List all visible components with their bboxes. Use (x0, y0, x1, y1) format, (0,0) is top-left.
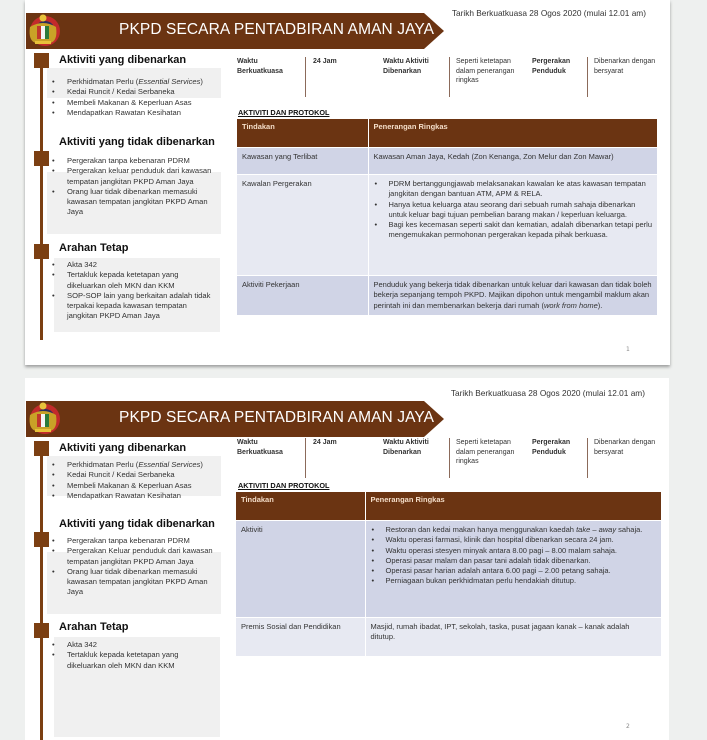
timeline-line (40, 60, 43, 340)
list-item: • Pergerakan tanpa kebenaran PDRM (49, 156, 219, 166)
list-item: • Membeli Makanan & Keperluan Asas (49, 98, 225, 108)
list-item: • Perkhidmatan Perlu (Essential Services) (49, 77, 225, 87)
not-allowed-title: Aktiviti yang tidak dibenarkan (59, 518, 215, 530)
table-header (237, 119, 658, 148)
title-banner (26, 13, 444, 49)
divider (587, 57, 588, 97)
header-action: Tindakan (236, 492, 365, 521)
table-row (236, 618, 662, 657)
list-item: • Kedai Runcit / Kedai Serbaneka (49, 470, 225, 480)
not-allowed-list (49, 536, 219, 598)
effective-date: Tarikh Berkuatkuasa 28 Ogos 2020 (mulai 12.01 am) (451, 8, 646, 18)
list-item: • Akta 342 (49, 640, 217, 650)
standing-orders-title: Arahan Tetap (59, 242, 129, 254)
protocol-title: AKTIVITI DAN PROTOKOL (238, 108, 330, 117)
allowed-list (49, 77, 225, 118)
standing-orders-list (49, 640, 217, 671)
list-item: • Orang luar tidak dibenarkan memasuki kawasan tempatan jangkitan PKPD Aman Jaya (49, 187, 219, 218)
movement-label: Pergerakan Penduduk (532, 439, 571, 456)
row-action: Aktiviti Pekerjaan (237, 276, 368, 315)
list-item: • Mendapatkan Rawatan Kesihatan (49, 491, 225, 501)
info-row (235, 57, 655, 107)
divider (587, 438, 588, 478)
effective-time-label: Waktu Berkuatkuasa (237, 58, 283, 75)
list-item: • Waktu operasi stesyen minyak antara 8.00 pagi – 8.00 malam sahaja. (371, 546, 657, 556)
list-item: • Mendapatkan Rawatan Kesihatan (49, 108, 225, 118)
list-item: • Pergerakan Keluar penduduk dari kawasan tempatan jangkitan PKPD Aman Jaya (49, 546, 219, 567)
row-action: Aktiviti (236, 521, 365, 618)
list-item: • PDRM bertanggungjawab melaksanakan kawalan ke atas kawasan tempatan jangkitan dengan bantuan ATM, APM & RELA. (374, 179, 653, 200)
timeline-marker (34, 244, 49, 259)
page-number: 2 (626, 723, 630, 730)
divider (305, 438, 306, 478)
row-action: Kawasan yang Terlibat (237, 148, 368, 175)
list-item: • SOP-SOP lain yang berkaitan adalah tidak terpakai kepada kawasan tempatan jangkitan PKPD Aman Jaya (49, 291, 217, 322)
title-banner (26, 401, 444, 437)
activity-time-label: Waktu Aktiviti Dibenarkan (383, 439, 429, 456)
list-item: • Pergerakan tanpa kebenaran PDRM (49, 536, 219, 546)
row-description: Masjid, rumah ibadat, IPT, sekolah, taska, pusat jagaan kanak – kanak adalah ditutup. (365, 618, 662, 657)
divider (449, 57, 450, 97)
list-item: • Restoran dan kedai makan hanya menggunakan kaedah take – away sahaja. (371, 525, 657, 535)
timeline-marker (34, 151, 49, 166)
table-header (236, 492, 662, 521)
timeline-line (40, 448, 43, 740)
list-item: • Kedai Runcit / Kedai Serbaneka (49, 87, 225, 97)
activity-time-value: Seperti ketetapan dalam penerangan ringkas (456, 58, 515, 84)
coat-of-arms-icon (26, 401, 60, 433)
allowed-title: Aktiviti yang dibenarkan (59, 54, 187, 66)
not-allowed-list (49, 156, 219, 218)
not-allowed-title: Aktiviti yang tidak dibenarkan (59, 136, 215, 148)
row-action: Premis Sosial dan Pendidikan (236, 618, 365, 657)
document-page-2 (25, 378, 669, 740)
standing-orders-list (49, 260, 217, 322)
list-item: • Akta 342 (49, 260, 217, 270)
standing-orders-title: Arahan Tetap (59, 621, 129, 633)
table-row (237, 175, 658, 276)
table-row (237, 276, 658, 315)
page-number: 1 (626, 346, 630, 353)
activity-time-value: Seperti ketetapan dalam penerangan ringkas (456, 439, 515, 465)
list-item: • Tertakluk kepada ketetapan yang dikeluarkan oleh MKN dan KKM (49, 270, 217, 291)
movement-label: Pergerakan Penduduk (532, 58, 571, 75)
timeline-marker (34, 623, 49, 638)
movement-value: Dibenarkan dengan bersyarat (594, 58, 656, 75)
timeline-marker (34, 441, 49, 456)
row-action: Kawalan Pergerakan (237, 175, 368, 276)
effective-date: Tarikh Berkuatkuasa 28 Ogos 2020 (mulai 12.01 am) (450, 388, 645, 398)
list-item: • Hanya ketua keluarga atau seorang dari sebuah rumah sahaja dibenarkan untuk keluar bagi tujuan pembelian barang makan / keperluan keluarga. (374, 200, 653, 221)
protocol-table (236, 492, 662, 656)
list-item: • Pergerakan keluar penduduk dari kawasan tempatan jangkitan PKPD Aman Jaya (49, 166, 219, 187)
movement-value: Dibenarkan dengan bersyarat (594, 439, 656, 456)
timeline-marker (34, 53, 49, 68)
table-row (237, 148, 658, 175)
activity-time-label: Waktu Aktiviti Dibenarkan (383, 58, 429, 75)
divider (305, 57, 306, 97)
list-item: • Perniagaan bukan perkhidmatan perlu hendakiah ditutup. (371, 576, 657, 586)
header-action: Tindakan (237, 119, 368, 148)
list-item: • Perkhidmatan Perlu (Essential Services) (49, 460, 225, 470)
list-item: • Operasi pasar malam dan pasar tani adalah tidak dibenarkan. (371, 556, 657, 566)
effective-time-value: 24 Jam (313, 439, 337, 446)
effective-time-label: Waktu Berkuatkuasa (237, 439, 283, 456)
header-description: Penerangan Ringkas (365, 492, 662, 521)
banner-title: PKPD SECARA PENTADBIRAN AMAN JAYA (119, 409, 435, 426)
list-item: • Operasi pasar harian adalah antara 6.00 pagi – 2.00 petang sahaja. (371, 566, 657, 576)
table-row (236, 521, 662, 618)
list-item: • Tertakluk kepada ketetapan yang dikeluarkan oleh MKN dan KKM (49, 650, 217, 671)
document-page-1 (25, 0, 670, 365)
header-description: Penerangan Ringkas (368, 119, 658, 148)
list-item: • Membeli Makanan & Keperluan Asas (49, 481, 225, 491)
list-item: • Waktu operasi farmasi, klinik dan hospital dibenarkan secara 24 jam. (371, 535, 657, 545)
row-description (368, 175, 658, 276)
list-item: • Bagi kes kecemasan seperti sakit dan kematian, adalah dibenarkan tetapi perlu mengemukakan permohonan pergerakan kepada pihak berkuasa. (374, 220, 653, 241)
row-description (365, 521, 662, 618)
row-description: Penduduk yang bekerja tidak dibenarkan untuk keluar dari kawasan dan tidak boleh bekerja sepanjang tempoh PKPD. Majikan dipohon untuk mengambil maklum akan perintah ini dan membenarkan bekerja dari rumah (work from home). (368, 276, 658, 315)
protocol-table (237, 119, 658, 315)
allowed-title: Aktiviti yang dibenarkan (59, 442, 187, 454)
protocol-title: AKTIVITI DAN PROTOKOL (238, 481, 330, 490)
banner-title: PKPD SECARA PENTADBIRAN AMAN JAYA (119, 21, 435, 38)
timeline-marker (34, 532, 49, 547)
list-item: • Orang luar tidak dibenarkan memasuki kawasan tempatan jangkitan PKPD Aman Jaya (49, 567, 219, 598)
divider (449, 438, 450, 478)
effective-time-value: 24 Jam (313, 58, 337, 65)
allowed-list (49, 460, 225, 501)
coat-of-arms-icon (26, 13, 60, 45)
row-description: Kawasan Aman Jaya, Kedah (Zon Kenanga, Zon Melur dan Zon Mawar) (368, 148, 658, 175)
